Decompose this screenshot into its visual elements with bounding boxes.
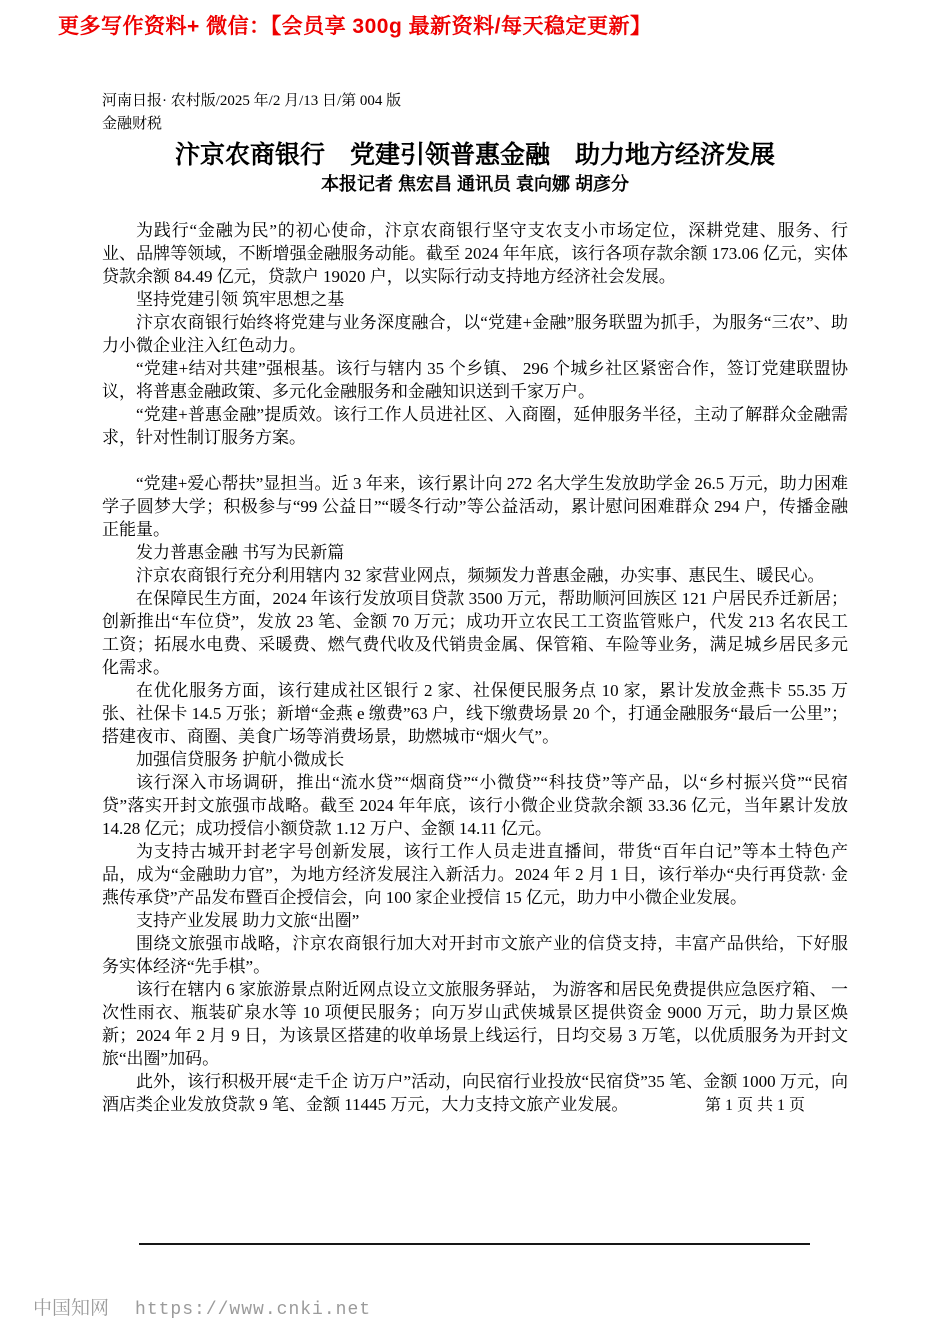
paragraph: 为践行“金融为民”的初心使命，汴京农商银行坚守支农支小市场定位，深耕党建、服务、行业、品牌等领域，不断增强金融服务动能。截至 2024 年年底，该行各项存款余额 173.06 亿元，实体贷款余额 84.49 亿元，贷款户 19020 户，以实际行动支持地方经济社会发展。 (102, 221, 848, 286)
paragraph: 此外，该行积极开展“走千企 访万户”活动，向民宿行业投放“民宿贷”35 笔、金额 1000 万元，向酒店类企业发放贷款 9 笔、金额 11445 万元，大力支持文旅产业发展。 (102, 1072, 848, 1114)
source-publication-line: 河南日报· 农村版/2025 年/2 月/13 日/第 004 版 (102, 93, 402, 109)
paragraph: 汴京农商银行充分利用辖内 32 家营业网点，频频发力普惠金融，办实事、惠民生、暖民心。 (136, 566, 825, 585)
paragraph: 该行深入市场调研，推出“流水贷”“烟商贷”“小微贷”“科技贷”等产品，以“乡村振兴贷”“民宿贷”落实开封文旅强市战略。截至 2024 年年底，该行小微企业贷款余额 33.36 亿元，当年累计发放 14.28 亿元；成功授信小额贷款 1.12 万户、金额 14.11 亿元。 (102, 773, 848, 838)
cnki-watermark (33, 1293, 371, 1320)
paragraph: 该行在辖内 6 家旅游景点附近网点设立文旅服务驿站， 为游客和居民免费提供应急医疗箱、 一次性雨衣、瓶装矿泉水等 10 项便民服务；向万岁山武侠城景区提供资金 9000 万元，助力景区焕新；2024 年 2 月 9 日，为该景区搭建的收单场景上线运行，日均交易 3 万笔，以优质服务为开封文旅“出圈”加码。 (102, 980, 848, 1068)
paragraph-spacer (102, 449, 848, 472)
paragraph: 在优化服务方面，该行建成社区银行 2 家、社保便民服务点 10 家，累计发放金燕卡 55.35 万张、社保卡 14.5 万张；新增“金燕 e 缴费”63 户，线下缴费场景 20 个，打通金融服务“最后一公里”；搭建夜市、商圈、美食广场等消费场景，助燃城市“烟火气”。 (102, 681, 848, 746)
paragraph: “党建+结对共建”强根基。该行与辖内 35 个乡镇、 296 个城乡社区紧密合作，签订党建联盟协议，将普惠金融政策、多元化金融服务和金融知识送到千家万户。 (102, 359, 848, 401)
paragraph: 在保障民生方面，2024 年该行发放项目贷款 3500 万元，帮助顺河回族区 121 户居民乔迁新居；创新推出“车位贷”，发放 23 笔、金额 70 万元；成功开立农民工工资监管账户，代发 213 名农民工工资；拓展水电费、采暖费、燃气费代收及代销贵金属、保管箱、车险等业务，满足城乡居民多元化需求。 (102, 589, 848, 677)
section-subheading: 坚持党建引领 筑牢思想之基 (136, 290, 345, 309)
section-subheading: 加强信贷服务 护航小微成长 (136, 750, 345, 769)
document-page (102, 90, 848, 1116)
article-title: 汴京农商银行 党建引领普惠金融 助力地方经济发展 (174, 141, 775, 169)
paragraph: 汴京农商银行始终将党建与业务深度融合，以“党建+金融”服务联盟为抓手，为服务“三农”、助力小微企业注入红色动力。 (102, 313, 848, 355)
footer-divider-line (139, 1243, 810, 1245)
paragraph: 围绕文旅强市战略，汴京农商银行加大对开封市文旅产业的信贷支持，丰富产品供给，下好服务实体经济“先手棋”。 (102, 934, 848, 976)
page-indicator: 第 1 页 共 1 页 (704, 1097, 805, 1114)
section-label: 金融财税 (102, 116, 163, 132)
section-subheading: 发力普惠金融 书写为民新篇 (136, 543, 345, 562)
promo-banner-text: 更多写作资料+ 微信：【会员享 300g 最新资料/每天稳定更新】 (58, 15, 652, 38)
paragraph: 为支持古城开封老字号创新发展，该行工作人员走进直播间，带货“百年白记”等本土特色产品，成为“金融助力官”，为地方经济发展注入新活力。2024 年 2 月 1 日，该行举办“央行再贷款· 金燕传承贷”产品发布暨百企授信会，向 100 家企业授信 15 亿元，助力中小微企业发展。 (102, 842, 848, 907)
article-body (102, 219, 848, 1116)
section-subheading: 支持产业发展 助力文旅“出圈” (136, 911, 360, 930)
article-byline: 本报记者 焦宏昌 通讯员 袁向娜 胡彦分 (320, 174, 629, 194)
paragraph: “党建+普惠金融”提质效。该行工作人员进社区、入商圈，延伸服务半径，主动了解群众金融需求，针对性制订服务方案。 (102, 405, 848, 447)
paragraph: “党建+爱心帮扶”显担当。近 3 年来，该行累计向 272 名大学生发放助学金 26.5 万元，助力困难学子圆梦大学；积极参与“99 公益日”“暖冬行动”等公益活动，累计慰问困难群众 294 户，传播金融正能量。 (102, 474, 848, 539)
cnki-site-url: https://www.cnki.net (135, 1300, 372, 1320)
cnki-site-name: 中国知网 (33, 1298, 110, 1319)
